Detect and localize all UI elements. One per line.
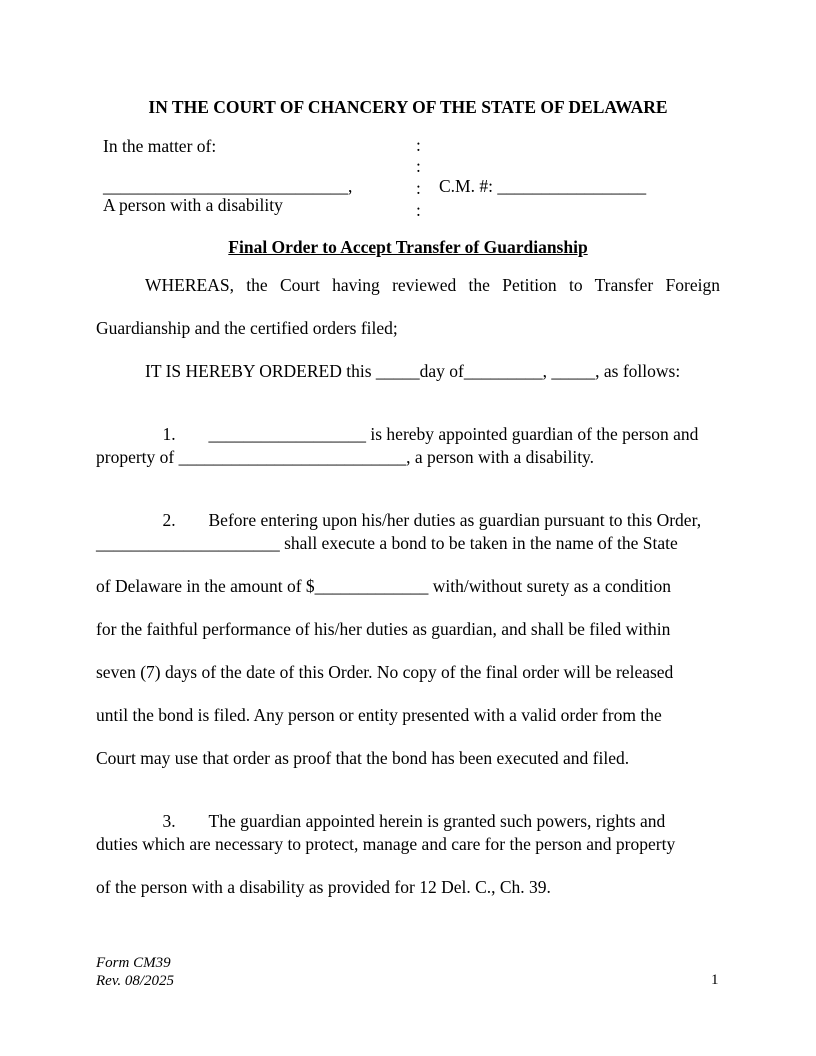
court-title: IN THE COURT OF CHANCERY OF THE STATE OF DELAWARE — [148, 97, 668, 117]
paragraph-2-line: of Delaware in the amount of $_____________ with/without surety as a condition — [96, 576, 671, 596]
paragraph-text: Before entering upon his/her duties as guardian pursuant to this Order, — [208, 510, 702, 530]
paragraph-text: __________________ is hereby appointed guardian of the person and — [208, 424, 699, 444]
page-number: 1 — [711, 972, 719, 988]
caption-colon: : — [416, 200, 421, 220]
form-number: Form CM39 — [96, 955, 171, 971]
revision-date: Rev. 08/2025 — [96, 973, 175, 989]
ordered-line: IT IS HEREBY ORDERED this _____day of_________, _____, as follows: — [145, 361, 681, 381]
paragraph-2-line: Court may use that order as proof that the bond has been executed and filed. — [96, 748, 630, 768]
paragraph-2-line: for the faithful performance of his/her duties as guardian, and shall be filed within — [96, 619, 671, 639]
paragraph-1-line: property of __________________________, a person with a disability. — [96, 447, 595, 467]
paragraph-number: 1. — [162, 424, 176, 444]
in-matter-of-label: In the matter of: — [103, 136, 217, 156]
caption-colon: : — [416, 156, 421, 176]
person-with-disability-label: A person with a disability — [103, 195, 283, 215]
paragraph-3-line: of the person with a disability as provided for 12 Del. C., Ch. 39. — [96, 877, 551, 897]
person-name-blank: ____________________________, — [103, 176, 353, 196]
paragraph-text: The guardian appointed herein is granted such powers, rights and — [208, 811, 666, 831]
whereas-line: WHEREAS, the Court having reviewed the Petition to Transfer Foreign — [145, 275, 720, 295]
paragraph-2-line: _____________________ shall execute a bond to be taken in the name of the State — [96, 533, 678, 553]
caption-colon: : — [416, 135, 421, 155]
paragraph-number: 2. — [162, 510, 176, 530]
paragraph-number: 3. — [162, 811, 176, 831]
case-number-field: C.M. #: _________________ — [439, 176, 647, 196]
paragraph-2-line: seven (7) days of the date of this Order. No copy of the final order will be released — [96, 662, 674, 682]
order-title: Final Order to Accept Transfer of Guardianship — [228, 237, 588, 257]
caption-colon: : — [416, 178, 421, 198]
paragraph-3-line: duties which are necessary to protect, manage and care for the person and property — [96, 834, 676, 854]
whereas-line: Guardianship and the certified orders filed; — [96, 318, 398, 338]
paragraph-2-line: until the bond is filed. Any person or entity presented with a valid order from the — [96, 705, 662, 725]
